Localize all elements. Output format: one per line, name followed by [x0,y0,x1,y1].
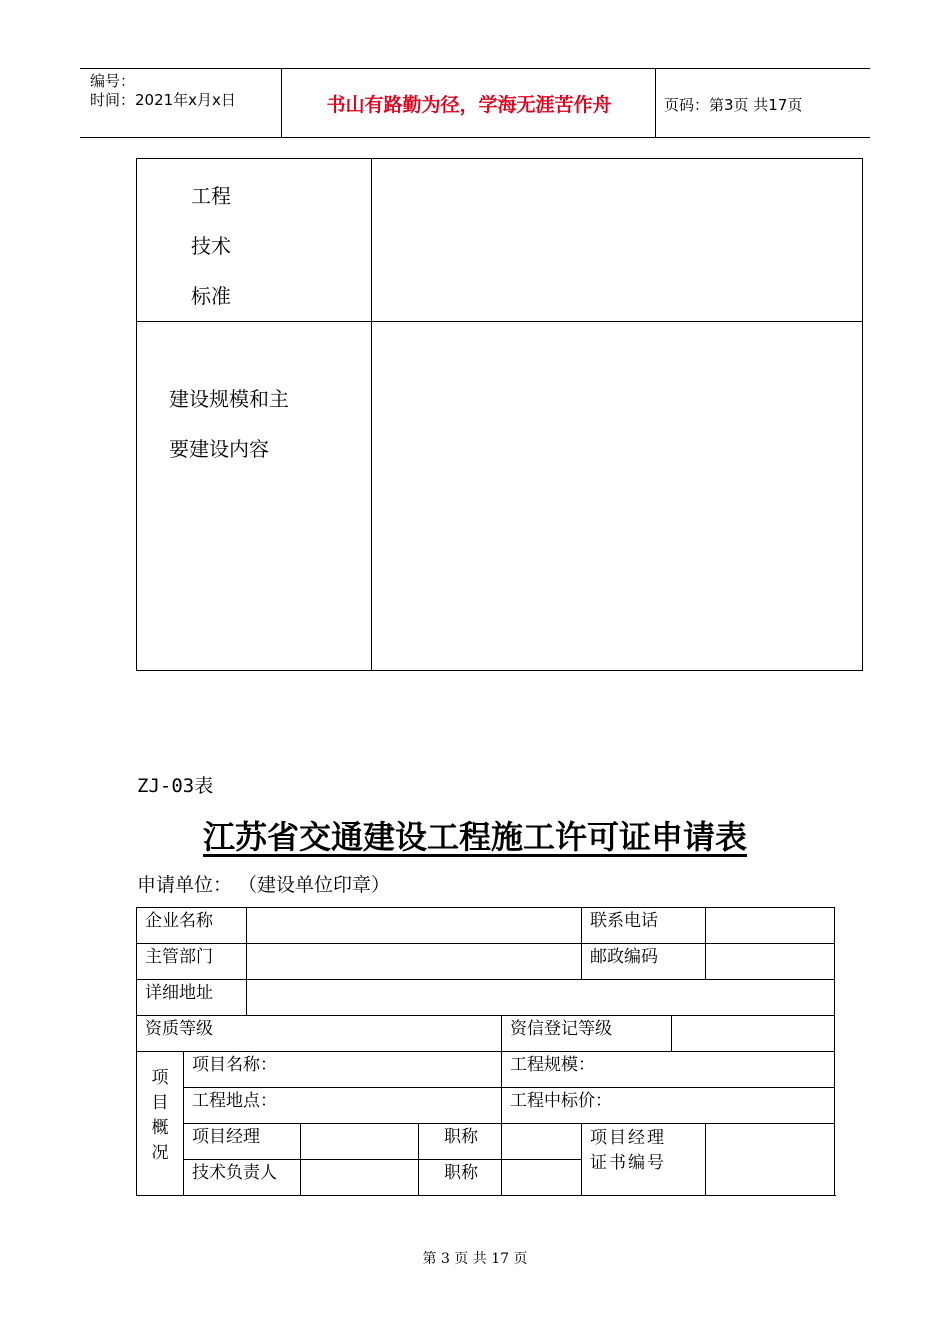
date-line: 时间：2021年x月x日 [90,91,236,109]
bid-price-field[interactable]: 工程中标价： [502,1088,835,1124]
construction-scope-label: 建设规模和主 要建设内容 [137,322,372,671]
form-code: ZJ-03表 [137,775,214,797]
address-field[interactable] [247,980,835,1016]
header-divider [655,69,656,137]
credit-level-label: 资信登记等级 [502,1016,672,1052]
tech-lead-label: 技术负责人 [184,1160,301,1196]
project-manager-label: 项目经理 [184,1124,301,1160]
title-label-1: 职称 [419,1124,502,1160]
project-manager-field[interactable] [301,1124,419,1160]
project-name-field[interactable]: 项目名称： [184,1052,502,1088]
project-scale-field[interactable]: 工程规模： [502,1052,835,1088]
title-field-2[interactable] [502,1160,582,1196]
phone-label: 联系电话 [582,908,706,944]
tech-lead-field[interactable] [301,1160,419,1196]
project-info-table [136,158,863,671]
technical-standard-field[interactable] [372,159,863,322]
applicant-line: 申请单位： （建设单位印章） [137,874,391,896]
page-footer: 第 3 页 共 17 页 [422,1251,528,1267]
credit-level-field[interactable] [672,1016,835,1052]
construction-scope-field[interactable] [372,322,863,671]
header-meta [90,72,236,110]
application-table [136,907,835,1196]
address-label: 详细地址 [137,980,247,1016]
qualification-label: 资质等级 [137,1016,502,1052]
header-motto: 书山有路勤为径，学海无涯苦作舟 [326,93,612,116]
page-header [80,68,870,138]
number-label: 编号： [90,72,136,90]
technical-standard-label: 工程 技术 标准 [137,159,372,322]
phone-field[interactable] [706,908,835,944]
project-location-field[interactable]: 工程地点： [184,1088,502,1124]
header-divider [281,69,282,137]
title-field-1[interactable] [502,1124,582,1160]
company-name-label: 企业名称 [137,908,247,944]
dept-field[interactable] [247,944,582,980]
form-title: 江苏省交通建设工程施工许可证申请表 [202,818,747,856]
cert-number-label: 项目经理 证书编号 [582,1124,706,1196]
title-label-2: 职称 [419,1160,502,1196]
postcode-field[interactable] [706,944,835,980]
postcode-label: 邮政编码 [582,944,706,980]
dept-label: 主管部门 [137,944,247,980]
project-overview-label: 项 目 概 况 [137,1052,184,1196]
company-name-field[interactable] [247,908,582,944]
cert-number-field[interactable] [706,1124,835,1196]
header-page-info: 页码：第3页 共17页 [664,96,803,114]
